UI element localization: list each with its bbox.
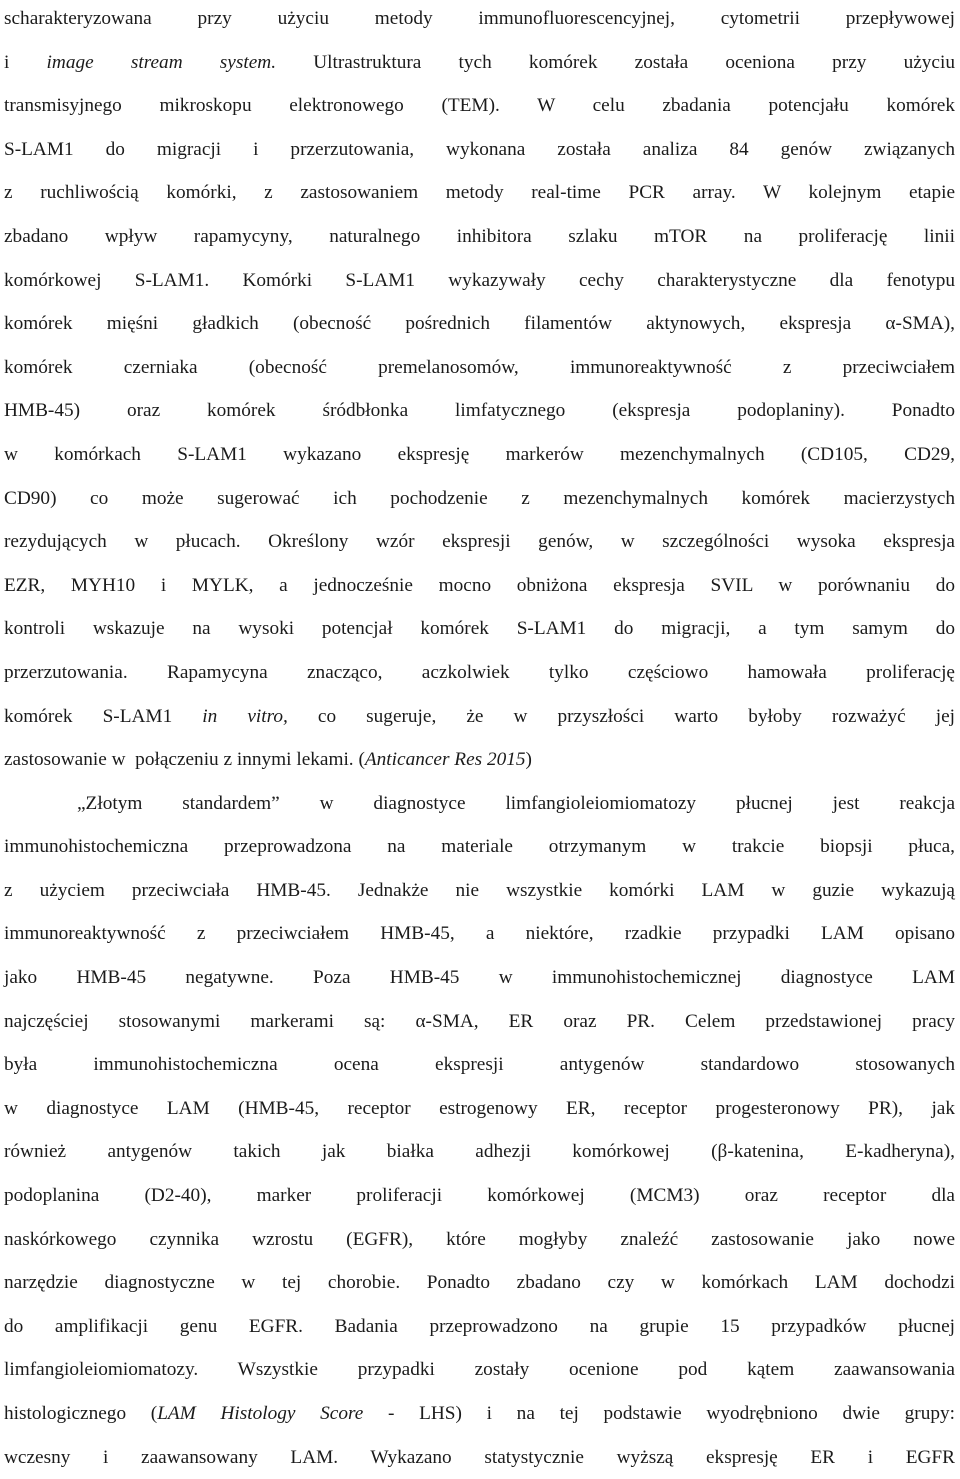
text-segment: zbadano wpływ rapamycyny, naturalnego inhibitora szlaku mTOR na proliferację linii xyxy=(4,225,955,247)
text-line xyxy=(4,302,955,346)
text-segment: komórek mięśni gładkich (obecność pośrednich filamentów aktynowych, ekspresja α-SMA), xyxy=(4,313,955,335)
italic-text: Anticancer Res 2015 xyxy=(364,749,526,771)
text-segment: w komórkach S-LAM1 wykazano ekspresję markerów mezenchymalnych (CD105, CD29, xyxy=(4,443,955,465)
text-line xyxy=(4,782,955,826)
text-line xyxy=(4,1130,955,1174)
text-segment: podoplanina (D2-40), marker proliferacji komórkowej (MCM3) oraz receptor dla xyxy=(4,1185,955,1207)
text-segment: komórek czerniaka (obecność premelanosomów, immunoreaktywność z przeciwciałem xyxy=(4,356,955,378)
text-line xyxy=(4,869,955,913)
text-segment: scharakteryzowana przy użyciu metody immunofluorescencyjnej, cytometrii przepływowej xyxy=(4,8,955,29)
text-segment: do amplifikacji genu EGFR. Badania przeprowadzono na grupie 15 przypadków płucnej xyxy=(4,1315,955,1337)
text-line xyxy=(4,520,955,564)
text-line xyxy=(4,738,955,782)
text-segment: naskórkowego czynnika wzrostu (EGFR), które mogłyby znaleźć zastosowanie jako nowe xyxy=(4,1228,955,1250)
text-segment: najczęściej stosowanymi markerami są: α-SMA, ER oraz PR. Celem przedstawionej pracy xyxy=(4,1010,955,1032)
text-line xyxy=(4,1043,955,1087)
text-line xyxy=(4,433,955,477)
text-line xyxy=(4,1348,955,1392)
text-segment: z użyciem przeciwciała HMB-45. Jednakże nie wszystkie komórki LAM w guzie wykazują xyxy=(4,879,955,901)
text-segment: EZR, MYH10 i MYLK, a jednocześnie mocno obniżona ekspresja SVIL w porównaniu do xyxy=(4,574,955,596)
text-line xyxy=(4,1174,955,1218)
italic-text: image stream system. xyxy=(46,51,277,73)
text-segment: S-LAM1 do migracji i przerzutowania, wykonana została analiza 84 genów związanych xyxy=(4,138,955,160)
text-line xyxy=(4,695,955,739)
text-line xyxy=(4,1087,955,1131)
text-line xyxy=(4,1218,955,1262)
text-line xyxy=(4,215,955,259)
text-line xyxy=(4,1436,955,1479)
text-segment: ) xyxy=(525,749,532,771)
text-segment: w diagnostyce LAM (HMB-45, receptor estrogenowy ER, receptor progesteronowy PR), jak xyxy=(4,1097,955,1119)
text-line xyxy=(4,825,955,869)
text-segment: narzędzie diagnostyczne w tej chorobie. Ponadto zbadano czy w komórkach LAM dochodzi xyxy=(4,1272,955,1294)
text-line xyxy=(4,346,955,390)
italic-text: LAM Histology Score xyxy=(157,1403,364,1424)
text-segment: i xyxy=(4,51,47,73)
text-line xyxy=(4,651,955,695)
text-segment: komórek S-LAM1 xyxy=(4,705,203,727)
text-segment: jako HMB-45 negatywne. Poza HMB-45 w immunohistochemicznej diagnostyce LAM xyxy=(4,967,955,989)
text-line xyxy=(4,1000,955,1044)
text-segment: limfangioleiomiomatozy. Wszystkie przypadki zostały ocenione pod kątem zaawansowania xyxy=(4,1359,955,1381)
text-line xyxy=(4,1392,955,1436)
text-line xyxy=(4,84,955,128)
text-line xyxy=(4,956,955,1000)
italic-text: in vitro, xyxy=(202,705,288,727)
text-line xyxy=(4,1305,955,1349)
text-line xyxy=(4,41,955,85)
text-segment: przerzutowania. Rapamycyna znacząco, aczkolwiek tylko częściowo hamowała proliferację xyxy=(4,661,955,683)
text-segment: „Złotym standardem” w diagnostyce limfangioleiomiomatozy płucnej jest reakcja xyxy=(77,792,955,814)
paragraph xyxy=(4,0,955,782)
text-segment: immunohistochemiczna przeprowadzona na materiale otrzymanym w trakcie biopsji płuca, xyxy=(4,836,955,858)
text-line xyxy=(4,128,955,172)
paragraph xyxy=(4,782,955,1479)
text-segment: również antygenów takich jak białka adhezji komórkowej (β-katenina, E-kadheryna), xyxy=(4,1141,955,1163)
text-line xyxy=(4,912,955,956)
text-segment: - LHS) i na tej podstawie wyodrębniono dwie grupy: xyxy=(363,1403,955,1424)
text-segment: zastosowanie w połączeniu z innymi lekami. ( xyxy=(4,749,365,771)
text-segment: rezydujących w płucach. Określony wzór ekspresji genów, w szczególności wysoka ekspresja xyxy=(4,531,955,553)
text-segment: komórkowej S-LAM1. Komórki S-LAM1 wykazywały cechy charakterystyczne dla fenotypu xyxy=(4,269,955,291)
text-segment: CD90) co może sugerować ich pochodzenie z mezenchymalnych komórek macierzystych xyxy=(4,487,955,509)
text-segment: HMB-45) oraz komórek śródbłonka limfatycznego (ekspresja podoplaniny). Ponadto xyxy=(4,400,955,422)
text-segment: z ruchliwością komórki, z zastosowaniem metody real-time PCR array. W kolejnym etapie xyxy=(4,182,955,204)
text-line xyxy=(4,259,955,303)
document-body xyxy=(4,0,955,1479)
text-line xyxy=(4,477,955,521)
text-segment: Ultrastruktura tych komórek została oceniona przy użyciu xyxy=(276,51,955,73)
text-line xyxy=(4,389,955,433)
text-line xyxy=(4,564,955,608)
text-segment: co sugeruje, że w przyszłości warto byłoby rozważyć jej xyxy=(287,705,956,727)
text-line xyxy=(4,1261,955,1305)
text-segment: histologicznego ( xyxy=(4,1403,158,1424)
text-segment: immunoreaktywność z przeciwciałem HMB-45, a niektóre, rzadkie przypadki LAM opisano xyxy=(4,923,955,945)
text-line xyxy=(4,171,955,215)
text-segment: transmisyjnego mikroskopu elektronowego (TEM). W celu zbadania potencjału komórek xyxy=(4,95,955,117)
text-segment: była immunohistochemiczna ocena ekspresji antygenów standardowo stosowanych xyxy=(4,1054,955,1076)
text-segment: wczesny i zaawansowany LAM. Wykazano statystycznie wyższą ekspresję ER i EGFR xyxy=(4,1446,955,1468)
text-line xyxy=(4,607,955,651)
text-line xyxy=(4,0,955,41)
text-segment: kontroli wskazuje na wysoki potencjał komórek S-LAM1 do migracji, a tym samym do xyxy=(4,618,955,640)
